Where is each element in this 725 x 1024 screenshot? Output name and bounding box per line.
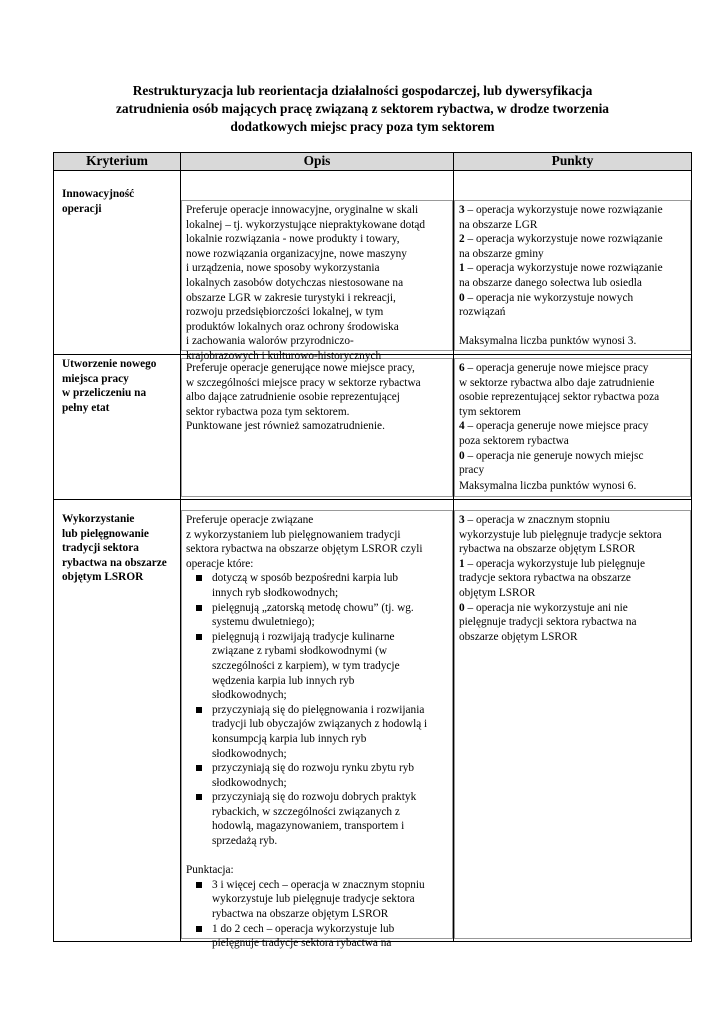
description-line: sektora rybactwa na obszarze objętym LSROR czyli (186, 543, 423, 556)
scoring-list (186, 878, 448, 951)
table-row (54, 355, 692, 500)
description-line: i zachowania walorów przyrodniczo- (186, 335, 354, 348)
criterion-name: Utworzenie nowego (62, 358, 157, 370)
criterion-cell (54, 355, 181, 500)
header-kryterium: Kryterium (54, 153, 181, 171)
max-points-note: Maksymalna liczba punktów wynosi 6. (459, 480, 637, 492)
title-line: Restrukturyzacja lub reorientacja działalności gospodarczej, lub dywersyfikacja (132, 83, 593, 98)
criterion-name: Innowacyjność (62, 188, 135, 200)
criteria-table (53, 152, 692, 950)
points-score: 3 (459, 204, 465, 216)
list-item: przyczyniają się do rozwoju rynku zbytu ryb słodkowodnych; (186, 761, 448, 790)
description-line: lokalnych zasobów dotychczas niestosowane na (186, 276, 404, 289)
description-line: nowe rozwiązania organizacyjne, nowe maszyny (186, 247, 407, 260)
criterion-name: lub pielęgnowanie (62, 527, 149, 540)
square-bullet-icon (196, 707, 202, 713)
description-line: i urządzenia, nowe sposoby wykorzystania (186, 262, 380, 275)
points-line: obszarze objętym LSROR (459, 630, 578, 643)
description-line: sektor rybactwa poza tym sektorem. (186, 405, 350, 418)
points-line: 1 – operacja wykorzystuje lub pielęgnuje (459, 557, 646, 570)
description-line: w szczególności miejsce pracy w sektorze rybactwa (186, 376, 421, 389)
points-line: 6 – operacja generuje nowe miejsce pracy (459, 362, 649, 374)
features-list (186, 571, 448, 848)
points-line: pracy (459, 464, 485, 477)
description-line: operacje które: (186, 557, 254, 570)
table-row (54, 171, 692, 355)
title-line: dodatkowych miejsc pracy poza tym sektorem (230, 119, 495, 134)
points-line: 0 – operacja nie wykorzystuje nowych (459, 291, 634, 304)
description-box (181, 358, 453, 497)
points-line: tym sektorem (459, 405, 521, 418)
description-cell (181, 355, 454, 500)
criterion-name: Wykorzystanie (62, 513, 135, 525)
points-score: 1 (459, 262, 465, 275)
points-score: 1 (459, 557, 465, 570)
description-line: Preferuje operacje generujące nowe miejsce pracy, (186, 362, 415, 374)
points-box (454, 510, 691, 939)
description-cell (181, 171, 454, 362)
points-line: objętym LSROR (459, 586, 536, 599)
list-item: przyczyniają się do rozwoju dobrych praktyk rybackich, w szczególności związanych z hodowlą, magazynowaniem, transportem i sprzedażą ryb. (186, 790, 448, 848)
list-item: przyczyniają się do pielęgnowania i rozwijania tradycji lub obyczajów związanych z hodowlą i konsumpcją karpia lub innych ryb słodkowodnych; (186, 703, 448, 761)
scoring-label: Punktacja: (186, 864, 234, 877)
list-item: 3 i więcej cech – operacja w znacznym stopniu wykorzystuje lub pielęgnuje tradycje sektora rybactwa na obszarze objętym LSROR (186, 878, 448, 922)
points-line: 3 – operacja w znacznym stopniu (459, 514, 610, 526)
description-line: produktów lokalnych oraz ochrony środowiska (186, 320, 399, 333)
points-score: 0 (459, 601, 465, 614)
points-line: 3 – operacja wykorzystuje nowe rozwiązanie (459, 204, 663, 216)
table-header-row (54, 153, 692, 171)
points-line: na obszarze gminy (459, 247, 544, 260)
points-score: 3 (459, 514, 465, 526)
points-line: na obszarze danego sołectwa lub osiedla (459, 276, 642, 289)
square-bullet-icon (196, 575, 202, 581)
criterion-cell (54, 171, 181, 355)
points-box (454, 358, 691, 497)
points-score: 4 (459, 420, 465, 433)
square-bullet-icon (196, 765, 202, 771)
square-bullet-icon (196, 794, 202, 800)
description-line: lokalnie rozwiązania - nowe produkty i towary, (186, 233, 400, 246)
criterion-name: objętym LSROR (62, 571, 144, 584)
points-line: 4 – operacja generuje nowe miejsce pracy (459, 420, 649, 433)
title-line: zatrudnienia osób mających pracę związaną z sektorem rybactwa, w drodze tworzenia (115, 101, 609, 116)
description-cell (181, 500, 454, 950)
list-item: pielęgnują „zatorską metodę chowu” (tj. wg. systemu dwuletniego); (186, 601, 448, 630)
description-line: rozwoju przedsiębiorczości lokalnej, w tym (186, 306, 384, 319)
points-line: 0 – operacja nie generuje nowych miejsc (459, 449, 644, 462)
points-line: pielęgnuje tradycji sektora rybactwa na (459, 616, 637, 629)
points-line: w sektorze rybactwa albo daje zatrudnienie (459, 376, 655, 389)
points-line: na obszarze LGR (459, 218, 538, 231)
points-line: rozwiązań (459, 306, 506, 319)
points-line: 0 – operacja nie wykorzystuje ani nie (459, 601, 628, 614)
points-cell (454, 171, 692, 355)
points-line: tradycje sektora rybactwa na obszarze (459, 572, 631, 585)
list-item: dotyczą w sposób bezpośredni karpia lub innych ryb słodkowodnych; (186, 571, 448, 600)
square-bullet-icon (196, 605, 202, 611)
document-title (60, 82, 665, 136)
criterion-name: operacji (62, 202, 102, 215)
description-line: z wykorzystaniem lub pielęgnowaniem tradycji (186, 528, 401, 541)
criterion-name: w przeliczeniu na (62, 387, 147, 400)
square-bullet-icon (196, 882, 202, 888)
description-line: lokalnej – tj. wykorzystujące niepraktykowane dotąd (186, 218, 426, 231)
criterion-name: rybactwa na obszarze (62, 556, 167, 569)
description-line: Preferuje operacje związane (186, 514, 314, 526)
description-line: Punktowane jest również samozatrudnienie. (186, 420, 385, 433)
points-score: 0 (459, 449, 465, 462)
points-cell (454, 500, 692, 942)
list-item: pielęgnują i rozwijają tradycje kulinarne związane z rybami słodkowodnymi (w szczególności z karpiem), w tym tradycje wędzenia karpia lub innych ryb słodkowodnych; (186, 630, 448, 703)
points-line: 1 – operacja wykorzystuje nowe rozwiązanie (459, 262, 663, 275)
points-line: poza sektorem rybactwa (459, 434, 569, 447)
header-punkty: Punkty (454, 153, 692, 171)
points-score: 2 (459, 233, 465, 246)
description-line: Preferuje operacje innowacyjne, oryginalne w skali (186, 204, 419, 216)
criterion-name: miejsca pracy (62, 372, 129, 385)
header-opis: Opis (181, 153, 454, 171)
list-item: 1 do 2 cech – operacja wykorzystuje lub pielęgnuje tradycje sektora rybactwa na (186, 922, 448, 951)
points-cell (454, 355, 692, 500)
description-line: albo dające zatrudnienie osobie reprezentującej (186, 391, 400, 404)
square-bullet-icon (196, 926, 202, 932)
points-score: 0 (459, 291, 465, 304)
table-row (54, 500, 692, 942)
points-line: rybactwa na obszarze objętym LSROR (459, 543, 636, 556)
description-box (181, 200, 453, 362)
points-line: wykorzystuje lub pielęgnuje tradycje sektora (459, 528, 662, 541)
criterion-name: pełny etat (62, 401, 110, 414)
points-line: 2 – operacja wykorzystuje nowe rozwiązanie (459, 233, 663, 246)
description-box (181, 510, 453, 950)
points-line: osobie reprezentującej sektor rybactwa poza (459, 391, 660, 404)
points-score: 6 (459, 362, 465, 374)
max-points-note: Maksymalna liczba punktów wynosi 3. (459, 335, 637, 347)
square-bullet-icon (196, 634, 202, 640)
criterion-cell (54, 500, 181, 942)
points-box (454, 200, 691, 351)
description-line: obszarze LGR w zakresie turystyki i rekreacji, (186, 291, 396, 304)
description-line: krajobrazowych i kulturowo-historycznych (186, 349, 382, 362)
criterion-name: tradycji sektora (62, 542, 139, 555)
